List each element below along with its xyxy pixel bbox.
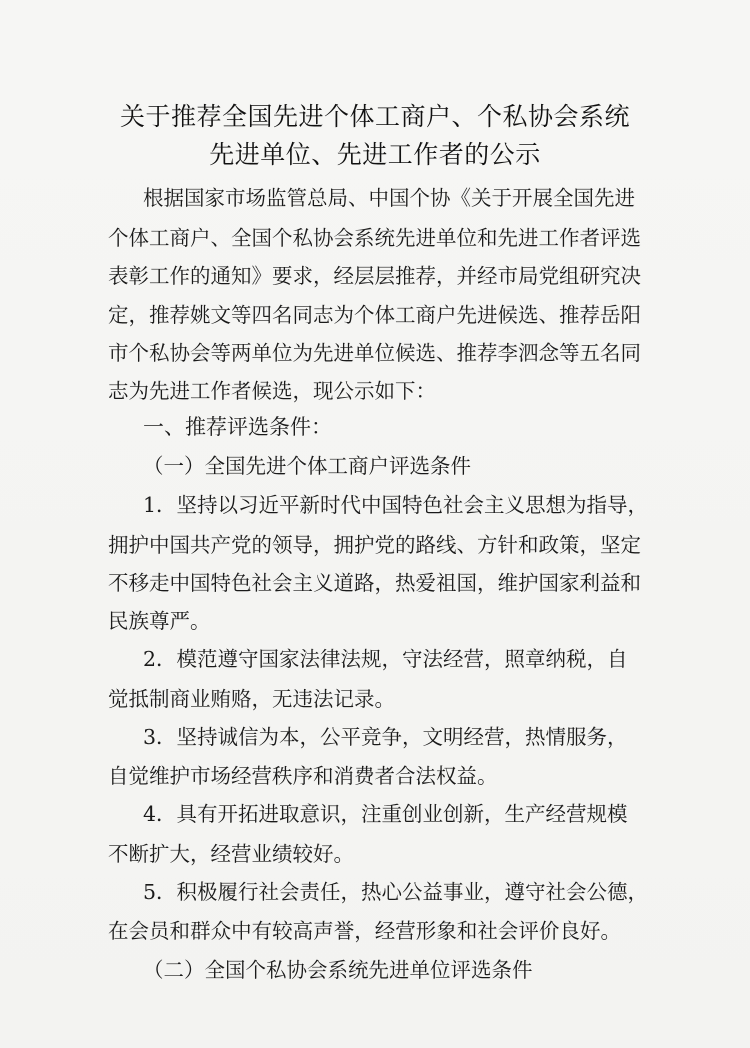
paragraph-line: 定，推荐姚文等四名同志为个体工商户先进候选、推荐岳阳 [108, 303, 641, 327]
paragraph-line: 市个私协会等两单位为先进单位候选、推荐李泗念等五名同 [108, 341, 641, 365]
paragraph-line: 志为先进工作者候选，现公示如下： [108, 379, 436, 403]
document-title-line-2: 先进单位、先进工作者的公示 [209, 140, 541, 169]
paragraph-line: 2．模范遵守国家法律法规，守法经营，照章纳税，自 [143, 647, 628, 671]
paragraph-line: 自觉维护市场经营秩序和消费者合法权益。 [108, 764, 498, 788]
paragraph-line: 根据国家市场监管总局、中国个协《关于开展全国先进 [143, 186, 635, 210]
paragraph-line: 觉抵制商业贿赂，无违法记录。 [108, 687, 395, 711]
paragraph-line: 表彰工作的通知》要求，经层层推荐，并经市局党组研究决 [108, 264, 641, 288]
section-heading: 一、推荐评选条件： [143, 415, 332, 439]
paragraph-line: 拥护中国共产党的领导，拥护党的路线、方针和政策，坚定 [108, 533, 641, 557]
paragraph-line: 1．坚持以习近平新时代中国特色社会主义思想为指导， [143, 493, 649, 517]
paragraph-line: 不断扩大，经营业绩较好。 [108, 842, 354, 866]
paragraph-line: 3．坚持诚信为本，公平竞争，文明经营，热情服务， [143, 725, 628, 749]
paragraph-line: 在会员和群众中有较高声誉，经营形象和社会评价良好。 [108, 919, 621, 943]
paragraph-line: 4．具有开拓进取意识，注重创业创新，生产经营规模 [143, 802, 628, 826]
paragraph-line: 不移走中国特色社会主义道路，热爱祖国，维护国家利益和 [108, 571, 641, 595]
subsection-heading: （一）全国先进个体工商户评选条件 [143, 454, 471, 478]
paragraph-line: 民族尊严。 [108, 609, 211, 633]
subsection-heading: （二）全国个私协会系统先进单位评选条件 [143, 958, 533, 982]
document-title-line-1: 关于推荐全国先进个体工商户、个私协会系统 [119, 102, 630, 131]
paragraph-line: 个体工商户、全国个私协会系统先进单位和先进工作者评选 [108, 226, 641, 250]
paragraph-line: 5．积极履行社会责任，热心公益事业，遵守社会公德， [143, 880, 649, 904]
